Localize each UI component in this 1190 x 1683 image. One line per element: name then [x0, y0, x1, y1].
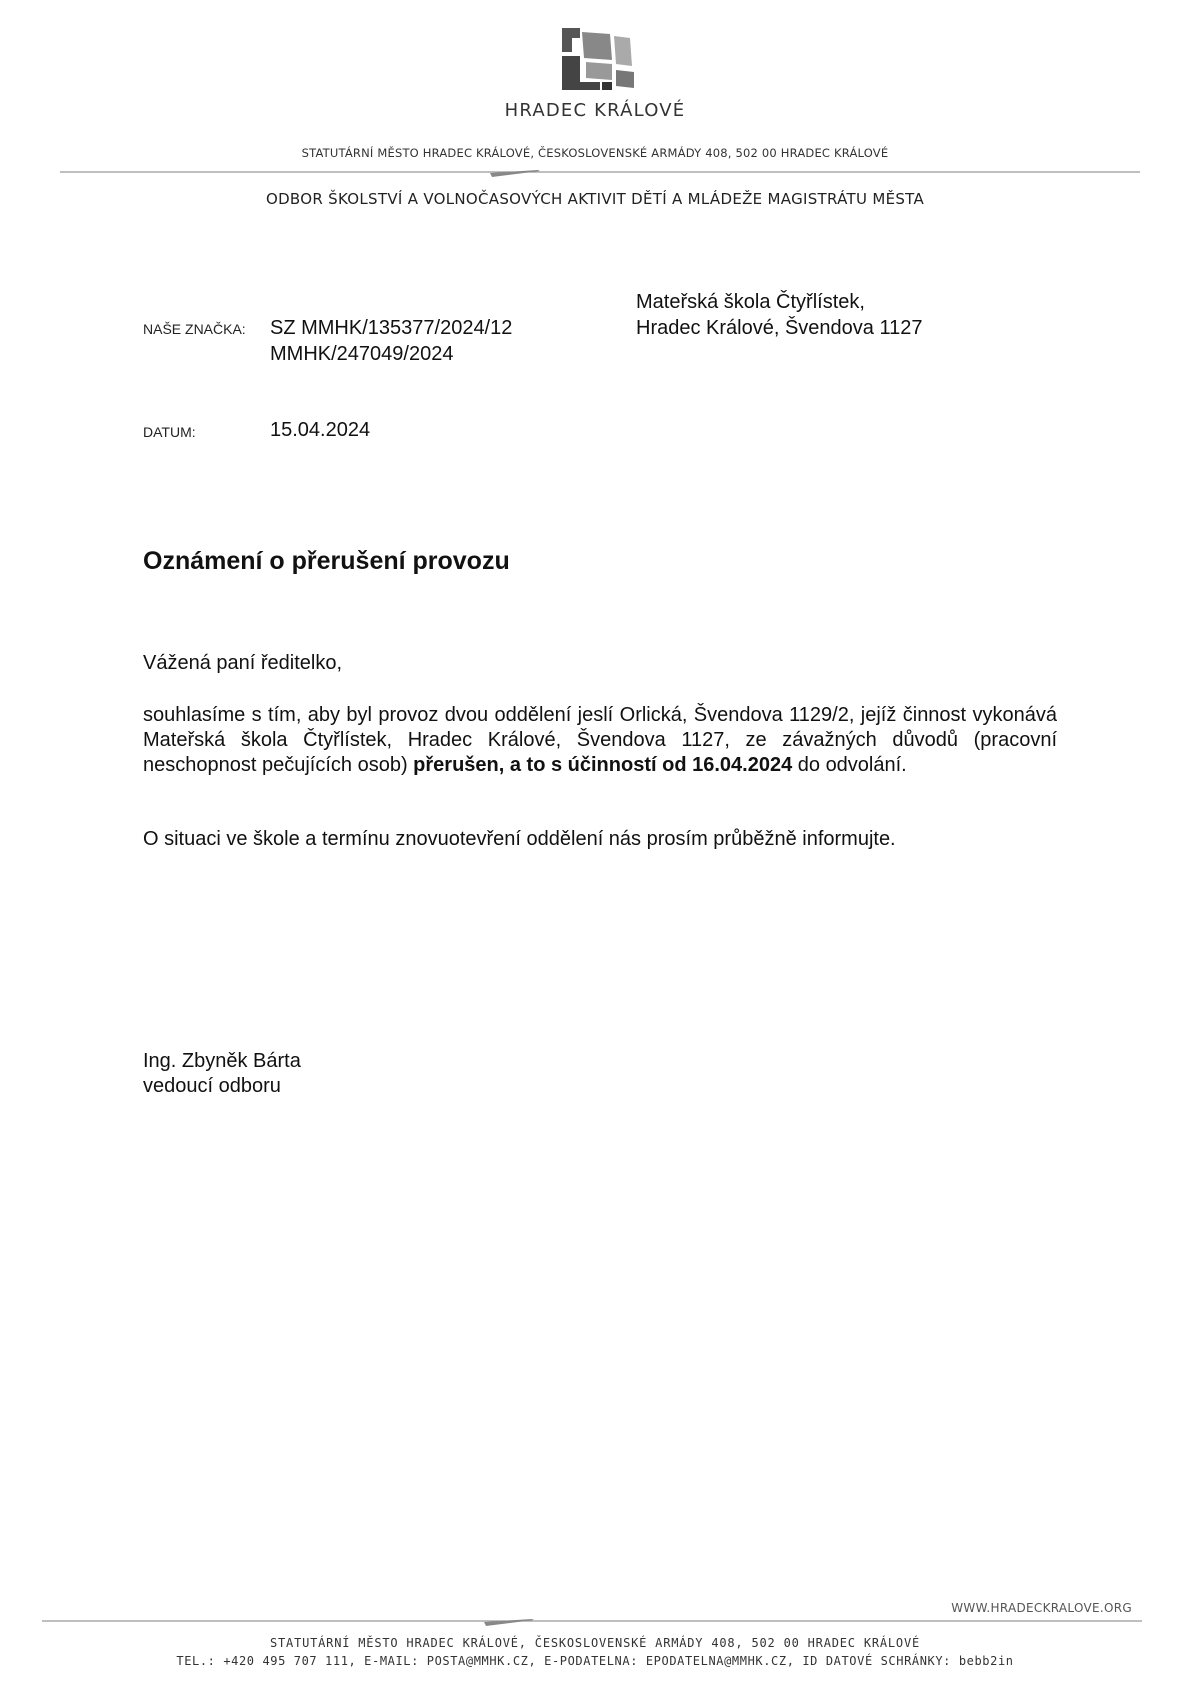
footer-address: STATUTÁRNÍ MĚSTO HRADEC KRÁLOVÉ, ČESKOSLOVENSKÉ ARMÁDY 408, 502 00 HRADEC KRÁLOVÉ: [270, 1636, 920, 1650]
footer-divider: [42, 1617, 1142, 1631]
footer-contact: TEL.: +420 495 707 111, E-MAIL: POSTA@MMHK.CZ, E-PODATELNA: EPODATELNA@MMHK.CZ, ID DATOVÉ SCHRÁNKY: bebb2in: [176, 1654, 1014, 1668]
signer-name: Ing. Zbyněk Bárta: [143, 1050, 301, 1072]
body-text: souhlasíme s tím, aby byl provoz dvou oddělení jeslí Orlická, Švendova 1129/2, jejíž činnost vykonává Mateřská škola Čtyřlístek, Hradec Králové, Švendova 1127, ze závažných důvodů (pracovní neschopnost pečujících osob): [143, 704, 1057, 776]
header-divider: [60, 168, 1140, 182]
header-address: STATUTÁRNÍ MĚSTO HRADEC KRÁLOVÉ, ČESKOSLOVENSKÉ ARMÁDY 408, 502 00 HRADEC KRÁLOVÉ: [301, 146, 889, 160]
recipient-name: Mateřská škola Čtyřlístek,: [636, 291, 865, 313]
department-name: ODBOR ŠKOLSTVÍ A VOLNOČASOVÝCH AKTIVIT DĚTÍ A MLÁDEŽE MAGISTRÁTU MĚSTA: [265, 190, 925, 208]
salutation: Vážená paní ředitelko,: [143, 652, 343, 674]
hradec-kralove-logo-icon: [560, 26, 636, 92]
recipient-address: Hradec Králové, Švendova 1127: [636, 317, 923, 339]
our-ref-number: SZ MMHK/135377/2024/12: [270, 317, 513, 339]
city-name: HRADEC KRÁLOVÉ: [504, 100, 686, 121]
letter-subject: Oznámení o přerušení provozu: [143, 547, 510, 575]
body-bold-text: přerušen, a to s účinností od 16.04.2024: [413, 754, 793, 776]
our-ref-label: NAŠE ZNAČKA:: [143, 321, 246, 337]
closing-paragraph: O situaci ve škole a termínu znovuotevření oddělení nás prosím průběžně informujte.: [143, 828, 896, 850]
body-paragraph: [143, 703, 1057, 778]
date-value: 15.04.2024: [270, 419, 371, 441]
signer-title: vedoucí odboru: [143, 1075, 281, 1097]
our-ref-number-secondary: MMHK/247049/2024: [270, 343, 454, 365]
date-label: DATUM:: [143, 424, 196, 440]
website-link[interactable]: WWW.HRADECKRALOVE.ORG: [951, 1601, 1132, 1615]
body-text-end: do odvolání.: [792, 754, 907, 776]
